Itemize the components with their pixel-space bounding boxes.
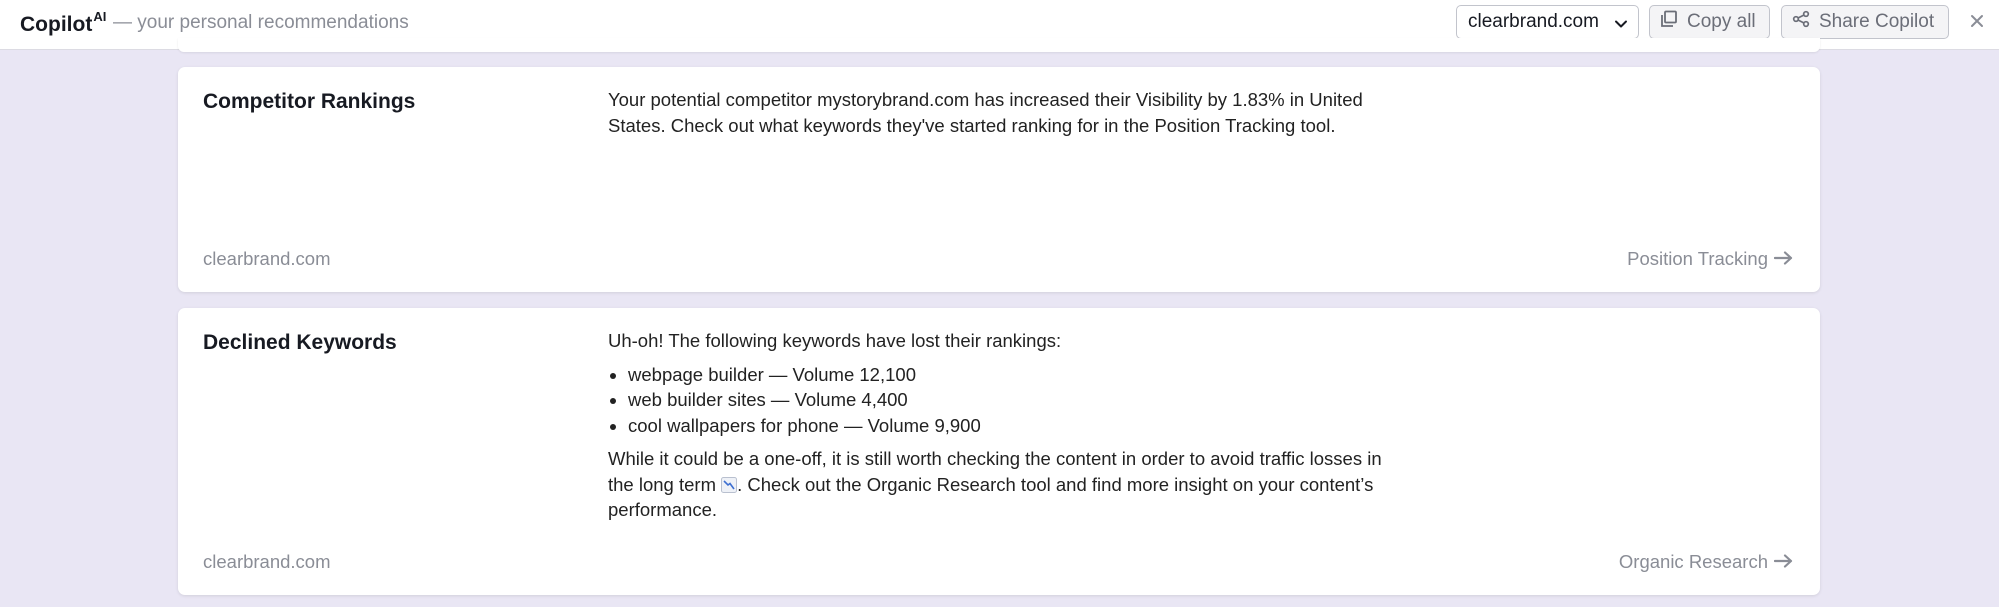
card-outro-part: While it could be a one-off, it is still worth checking the content in order to avoid traffic losses in the long term	[608, 448, 1382, 495]
header-subtitle: — your personal recommendations	[113, 12, 409, 33]
chevron-down-icon	[1614, 15, 1628, 37]
card-intro-text: Uh-oh! The following keywords have lost their rankings:	[608, 330, 1062, 351]
share-icon	[1792, 10, 1810, 34]
app-title	[20, 11, 106, 37]
list-item: • webpage builder — Volume 12,100	[628, 362, 1398, 388]
declined-keywords-list	[628, 362, 1398, 439]
card-domain: clearbrand.com	[203, 248, 331, 269]
brand-name: Copilot	[20, 13, 93, 36]
copy-all-label: Copy all	[1687, 11, 1756, 32]
share-copilot-label: Share Copilot	[1819, 11, 1935, 32]
close-icon[interactable]	[1970, 11, 1984, 34]
recommendation-card	[178, 67, 1820, 292]
card-body	[608, 328, 1398, 523]
position-tracking-link[interactable]	[1627, 248, 1794, 270]
card-title: Declined Keywords	[203, 331, 397, 354]
chart-decreasing-icon	[721, 474, 737, 490]
card-outro-text	[608, 446, 1398, 523]
card-body	[608, 87, 1398, 138]
domain-select[interactable]	[1456, 5, 1639, 39]
card-title: Competitor Rankings	[203, 90, 416, 113]
brand-ai-badge: AI	[93, 9, 107, 24]
arrow-right-icon	[1774, 551, 1794, 573]
card-domain: clearbrand.com	[203, 551, 331, 572]
copy-all-button[interactable]	[1649, 5, 1770, 39]
list-item: • cool wallpapers for phone — Volume 9,900	[628, 413, 1398, 439]
recommendation-card	[178, 308, 1820, 595]
domain-select-value: clearbrand.com	[1468, 11, 1599, 32]
card-link-label: Organic Research	[1618, 551, 1768, 572]
list-item: • web builder sites — Volume 4,400	[628, 387, 1398, 413]
copy-icon	[1660, 10, 1678, 34]
arrow-right-icon	[1774, 248, 1794, 270]
card-link-label: Position Tracking	[1627, 248, 1768, 269]
organic-research-link[interactable]	[1619, 551, 1794, 573]
card-outro-part: . Check out the Organic Research tool and find more insight on your content’s performance.	[608, 473, 1374, 520]
card-body-text: Your potential competitor mystorybrand.com has increased their Visibility by 1.83% in United States. Check out what keywords they've started ranking for in the Position Tracking tool.	[608, 89, 1363, 136]
share-copilot-button[interactable]	[1781, 5, 1949, 39]
previous-card	[178, 38, 1820, 52]
